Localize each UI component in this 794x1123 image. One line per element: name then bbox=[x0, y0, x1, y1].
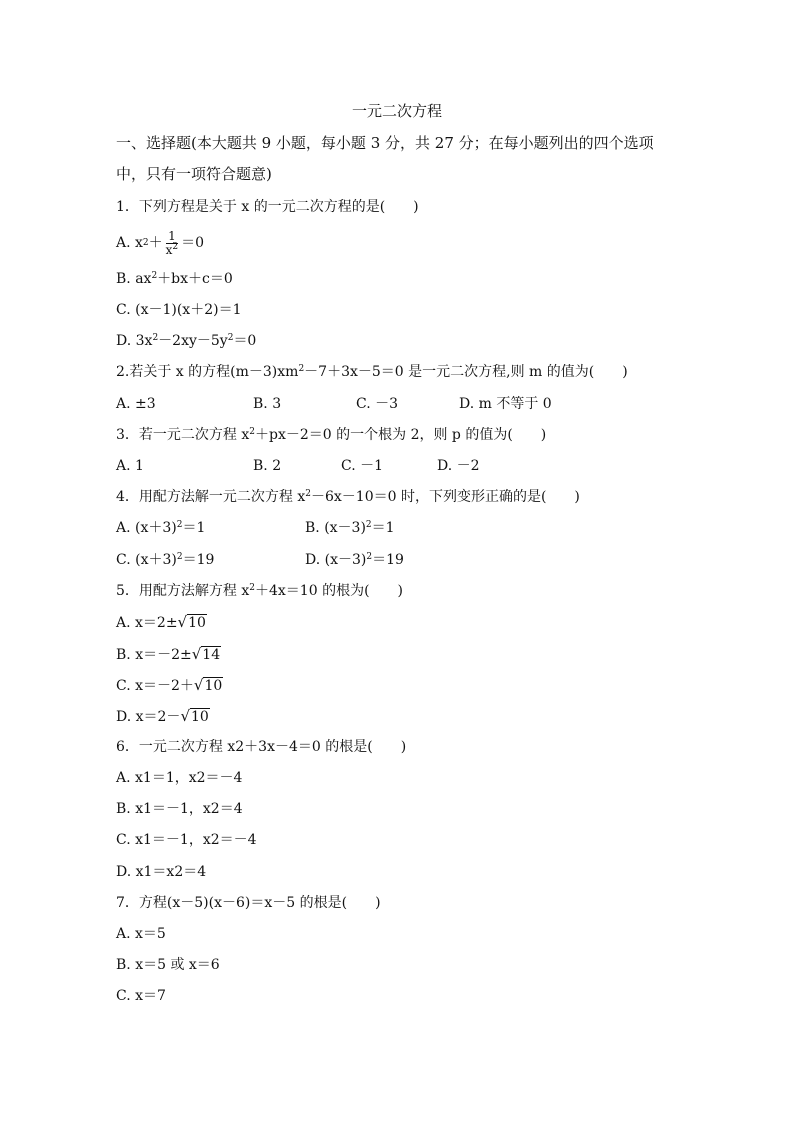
option-text: ＝1 bbox=[182, 520, 206, 536]
question-4-option-d bbox=[305, 549, 404, 571]
option-text: A. (x＋3) bbox=[116, 520, 177, 536]
radicand: 10 bbox=[191, 709, 209, 725]
question-7-stem: 7．方程(x－5)(x－6)＝x－5 的根是( ) bbox=[116, 895, 381, 911]
section-heading-line2: 中，只有一项符合题意) bbox=[116, 165, 272, 183]
option-text: ＋bx＋c＝0 bbox=[157, 271, 233, 287]
question-5-option-c bbox=[116, 674, 223, 697]
exponent: 2 bbox=[151, 271, 158, 281]
question-5-option-d bbox=[116, 705, 210, 728]
question-6-option-a: A. x1＝1，x2＝－4 bbox=[116, 770, 243, 786]
fraction-numerator: 1 bbox=[168, 228, 176, 243]
option-text: ＝19 bbox=[372, 552, 404, 568]
question-7-option-a: A. x＝5 bbox=[116, 926, 166, 942]
question-2-option-b: B. 3 bbox=[253, 396, 282, 412]
option-text: C. (x＋3) bbox=[116, 552, 177, 568]
question-6-option-c: C. x1＝－1，x2＝－4 bbox=[116, 832, 257, 848]
fraction-denominator bbox=[164, 241, 181, 257]
plus-sign: ＋ bbox=[148, 235, 163, 251]
option-text: －2xy－5y bbox=[158, 333, 228, 349]
exponent: 2 bbox=[249, 583, 255, 593]
page-title: 一元二次方程 bbox=[351, 102, 442, 120]
question-6-option-d: D. x1＝x2＝4 bbox=[116, 864, 207, 880]
exponent: 2 bbox=[172, 241, 179, 252]
question-1-option-c: C. (x－1)(x＋2)＝1 bbox=[116, 302, 242, 318]
denominator-base: x bbox=[165, 242, 173, 257]
exponent: 2 bbox=[227, 333, 234, 343]
radicand: 10 bbox=[204, 678, 223, 694]
option-text: A. x＝2± bbox=[116, 615, 178, 631]
square-root bbox=[180, 705, 209, 728]
option-text: B. ax bbox=[116, 271, 152, 287]
exponent: 2 bbox=[176, 552, 183, 562]
question-4-stem bbox=[116, 486, 580, 508]
exponent: 2 bbox=[249, 427, 255, 437]
radical-sign: √ bbox=[180, 707, 190, 725]
question-3-option-b: B. 2 bbox=[253, 458, 282, 474]
option-text: ＝1 bbox=[371, 520, 395, 536]
stem-text: －6x－10＝0 时，下列变形正确的是( ) bbox=[311, 489, 580, 505]
stem-text: 4．用配方法解一元二次方程 x bbox=[116, 489, 306, 505]
question-5-stem bbox=[116, 580, 403, 602]
radicand: 10 bbox=[188, 615, 206, 631]
question-3-option-c: C. －1 bbox=[341, 458, 384, 474]
question-2-option-a: A. ±3 bbox=[116, 396, 156, 412]
square-root bbox=[192, 643, 221, 666]
option-text: D. 3x bbox=[116, 333, 153, 349]
stem-text: 2.若关于 x 的方程(m－3)xm bbox=[116, 364, 299, 380]
option-text: ＝0 bbox=[233, 333, 257, 349]
question-6-stem: 6．一元二次方程 x2＋3x－4＝0 的根是( ) bbox=[116, 739, 407, 755]
option-text: C. x＝－2＋ bbox=[116, 678, 194, 694]
option-text: D. (x－3) bbox=[305, 552, 367, 568]
question-6-option-b: B. x1＝－1，x2＝4 bbox=[116, 801, 243, 817]
question-2-option-c: C. －3 bbox=[356, 396, 399, 412]
radical-sign: √ bbox=[193, 676, 204, 694]
question-1-option-a: A. x 2 ＋ $\frac{1}{x^2}$ ＝0 bbox=[116, 228, 205, 257]
question-1-option-b bbox=[116, 268, 233, 290]
question-4-option-a bbox=[116, 517, 205, 539]
question-5-option-a bbox=[116, 611, 207, 634]
exponent: 2 bbox=[365, 520, 372, 530]
radicand: 14 bbox=[202, 647, 221, 663]
radical-sign: √ bbox=[191, 645, 202, 663]
option-a-prefix: A. x bbox=[116, 235, 143, 251]
option-text: ＝19 bbox=[182, 552, 215, 568]
equation-tail: ＝0 bbox=[181, 235, 205, 251]
question-1-stem: 1．下列方程是关于 x 的一元二次方程的是( ) bbox=[116, 199, 419, 215]
stem-text: ＋4x＝10 的根为( ) bbox=[255, 583, 403, 599]
question-7-option-b: B. x＝5 或 x＝6 bbox=[116, 957, 220, 973]
option-text: B. (x－3) bbox=[305, 520, 366, 536]
question-3-option-a: A. 1 bbox=[116, 458, 144, 474]
radical-sign: √ bbox=[177, 613, 188, 631]
exponent: 2 bbox=[366, 552, 373, 562]
question-4-option-b bbox=[305, 517, 395, 539]
exponent: 2 bbox=[176, 520, 183, 530]
option-text: B. x＝－2± bbox=[116, 647, 192, 663]
stem-text: 3．若一元二次方程 x bbox=[116, 427, 250, 443]
exponent: 2 bbox=[305, 489, 311, 499]
exponent: 2 bbox=[298, 364, 305, 374]
question-1-option-d bbox=[116, 330, 256, 352]
question-2-option-d: D. m 不等于 0 bbox=[459, 396, 552, 412]
question-7-option-c: C. x＝7 bbox=[116, 988, 166, 1004]
stem-text: ＋px－2＝0 的一个根为 2，则 p 的值为( ) bbox=[255, 427, 547, 443]
square-root bbox=[178, 611, 207, 634]
question-4-option-c bbox=[116, 549, 214, 571]
stem-text: 5．用配方法解方程 x bbox=[116, 583, 250, 599]
section-heading-line1: 一、选择题(本大题共 9 小题，每小题 3 分，共 27 分；在每小题列出的四个选项 bbox=[116, 134, 654, 152]
fraction bbox=[164, 230, 181, 257]
question-2-stem bbox=[116, 361, 628, 383]
square-root bbox=[194, 674, 223, 697]
stem-text: －7＋3x－5＝0 是一元二次方程,则 m 的值为( ) bbox=[304, 364, 628, 380]
option-text: D. x＝2－ bbox=[116, 709, 181, 725]
exponent: 2 bbox=[152, 333, 159, 343]
question-5-option-b bbox=[116, 643, 221, 666]
question-3-option-d: D. －2 bbox=[437, 458, 480, 474]
question-3-stem bbox=[116, 424, 546, 446]
